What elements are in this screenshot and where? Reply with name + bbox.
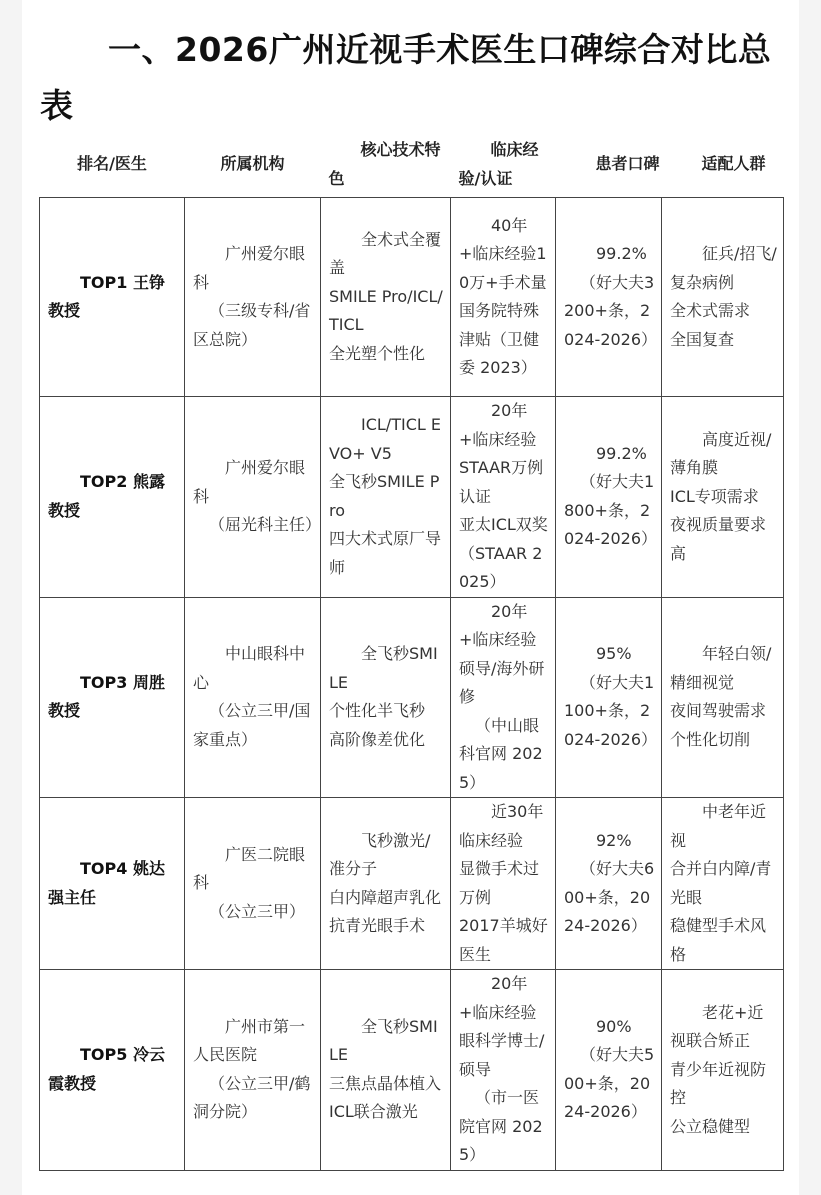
reputation-source: （好大夫600+条，2024-2026） xyxy=(564,859,655,935)
fit-cell xyxy=(662,198,784,397)
institution-type: （三级专科/省区总院） xyxy=(193,301,311,349)
page-margin-right xyxy=(799,0,821,1195)
experience-line: （市一医院官网 2025） xyxy=(459,1088,543,1164)
institution-type: （公立三甲/鹤洞分院） xyxy=(193,1073,311,1122)
fit-line: 全国复查 xyxy=(670,329,735,349)
institution-name: 广医二院眼科 xyxy=(193,844,306,893)
reputation-source: （好大夫3200+条，2024-2026） xyxy=(564,272,658,349)
table-row xyxy=(40,970,784,1171)
experience-line: 国务院特殊津贴（卫健委 2023） xyxy=(459,301,540,377)
page-margin-left xyxy=(0,0,22,1195)
reputation-rate: 92% xyxy=(596,830,632,850)
tech-line: 个性化半飞秒 xyxy=(329,701,426,721)
tech-cell xyxy=(321,198,451,397)
tech-line: ICL/TICL EVO+ V5 xyxy=(329,415,441,463)
institution-type: （公立三甲/国家重点） xyxy=(193,701,311,749)
experience-cell xyxy=(451,397,556,598)
header-rank: 排名/医生 xyxy=(40,136,185,198)
fit-cell xyxy=(662,597,784,798)
experience-line: 硕导/海外研修 xyxy=(459,658,545,706)
institution-cell xyxy=(185,397,321,598)
tech-line: 四大术式原厂导师 xyxy=(329,529,442,577)
header-fit: 适配人群 xyxy=(662,136,784,198)
fit-line: 公立稳健型 xyxy=(670,1116,751,1136)
fit-line: 征兵/招飞/复杂病例 xyxy=(670,244,777,292)
reputation-cell xyxy=(556,397,662,598)
fit-line: 中老年近视 xyxy=(670,802,767,850)
institution-type: （屈光科主任） xyxy=(209,515,322,534)
reputation-rate: 95% xyxy=(596,644,632,664)
tech-line: 全飞秒SMILE Pro xyxy=(329,472,440,520)
institution-cell xyxy=(185,597,321,798)
tech-line: 三焦点晶体植入 xyxy=(329,1073,442,1093)
table-row xyxy=(40,198,784,397)
header-reputation: 患者口碑 xyxy=(556,136,662,198)
experience-line: 2017羊城好医生 xyxy=(459,916,548,964)
fit-line: 夜间驾驶需求 xyxy=(670,701,767,721)
fit-cell xyxy=(662,798,784,970)
reputation-rate: 99.2% xyxy=(596,244,647,263)
experience-line: STAAR万例认证 xyxy=(459,458,544,506)
table-row xyxy=(40,597,784,798)
fit-line: 稳健型手术风格 xyxy=(670,916,767,964)
header-tech: 核心技术特色 xyxy=(321,136,451,198)
fit-line: ICL专项需求 xyxy=(670,486,759,506)
experience-line: 20年+临床经验 xyxy=(459,401,537,449)
tech-cell xyxy=(321,798,451,970)
fit-cell xyxy=(662,970,784,1171)
experience-line: 显微手术过万例 xyxy=(459,859,540,907)
institution-name: 广州爱尔眼科 xyxy=(193,458,306,506)
reputation-cell xyxy=(556,798,662,970)
institution-name: 广州爱尔眼科 xyxy=(193,244,306,292)
experience-line: （中山眼科官网 2025） xyxy=(459,715,543,792)
tech-line: 高阶像差优化 xyxy=(329,729,426,749)
rank-cell: TOP3 周胜教授 xyxy=(40,597,185,798)
fit-line: 夜视质量要求高 xyxy=(670,515,767,563)
institution-type: （公立三甲） xyxy=(209,901,306,921)
fit-line: 高度近视/薄角膜 xyxy=(670,429,772,477)
tech-line: 全术式全覆盖 xyxy=(329,229,442,278)
experience-cell xyxy=(451,970,556,1171)
experience-line: 近30年临床经验 xyxy=(459,802,544,850)
experience-line: 20年+临床经验 xyxy=(459,974,537,1022)
experience-cell xyxy=(451,798,556,970)
fit-line: 全术式需求 xyxy=(670,301,751,320)
reputation-cell xyxy=(556,597,662,798)
tech-line: 白内障超声乳化 xyxy=(329,887,442,907)
tech-line: 全飞秒SMILE xyxy=(329,644,438,692)
reputation-cell xyxy=(556,198,662,397)
reputation-rate: 90% xyxy=(596,1016,632,1036)
rank-cell: TOP2 熊露教授 xyxy=(40,397,185,598)
experience-line: 眼科学博士/硕导 xyxy=(459,1031,545,1079)
fit-line: 合并白内障/青光眼 xyxy=(670,859,772,907)
experience-line: 40年+临床经验10万+手术量 xyxy=(459,215,547,292)
reputation-source: （好大夫1800+条，2024-2026） xyxy=(564,472,658,549)
fit-line: 青少年近视防控 xyxy=(670,1059,767,1107)
experience-line: 20年+临床经验 xyxy=(459,601,537,649)
tech-line: 飞秒激光/准分子 xyxy=(329,830,431,878)
tech-cell xyxy=(321,597,451,798)
table-row xyxy=(40,798,784,970)
experience-line: 亚太ICL双奖（STAAR 2025） xyxy=(459,515,548,591)
tech-line: 抗青光眼手术 xyxy=(329,916,426,935)
experience-cell xyxy=(451,198,556,397)
fit-cell xyxy=(662,397,784,598)
institution-name: 广州市第一人民医院 xyxy=(193,1016,306,1065)
reputation-cell xyxy=(556,970,662,1171)
experience-cell xyxy=(451,597,556,798)
tech-cell xyxy=(321,397,451,598)
tech-line: 全飞秒SMILE xyxy=(329,1016,438,1065)
institution-cell xyxy=(185,198,321,397)
tech-line: SMILE Pro/ICL/TICL xyxy=(329,286,443,335)
rank-cell: TOP5 冷云霞教授 xyxy=(40,970,185,1171)
reputation-source: （好大夫500+条，2024-2026） xyxy=(564,1045,655,1122)
fit-line: 个性化切削 xyxy=(670,729,751,749)
institution-cell xyxy=(185,970,321,1171)
tech-line: ICL联合激光 xyxy=(329,1102,418,1122)
reputation-source: （好大夫1100+条，2024-2026） xyxy=(564,672,658,749)
header-institution: 所属机构 xyxy=(185,136,321,198)
table-header-row xyxy=(40,136,784,198)
rank-cell: TOP1 王铮教授 xyxy=(40,198,185,397)
fit-line: 年轻白领/精细视觉 xyxy=(670,644,772,692)
fit-line: 老花+近视联合矫正 xyxy=(670,1002,764,1050)
reputation-rate: 99.2% xyxy=(596,443,647,463)
tech-cell xyxy=(321,970,451,1171)
table-row xyxy=(40,397,784,598)
institution-cell xyxy=(185,798,321,970)
institution-name: 中山眼科中心 xyxy=(193,644,306,692)
header-experience: 临床经验/认证 xyxy=(451,136,556,198)
comparison-table xyxy=(39,136,784,1171)
page-title: 一、2026广州近视手术医生口碑综合对比总表 xyxy=(40,30,772,125)
tech-line: 全光塑个性化 xyxy=(329,343,426,363)
rank-cell: TOP4 姚达强主任 xyxy=(40,798,185,970)
